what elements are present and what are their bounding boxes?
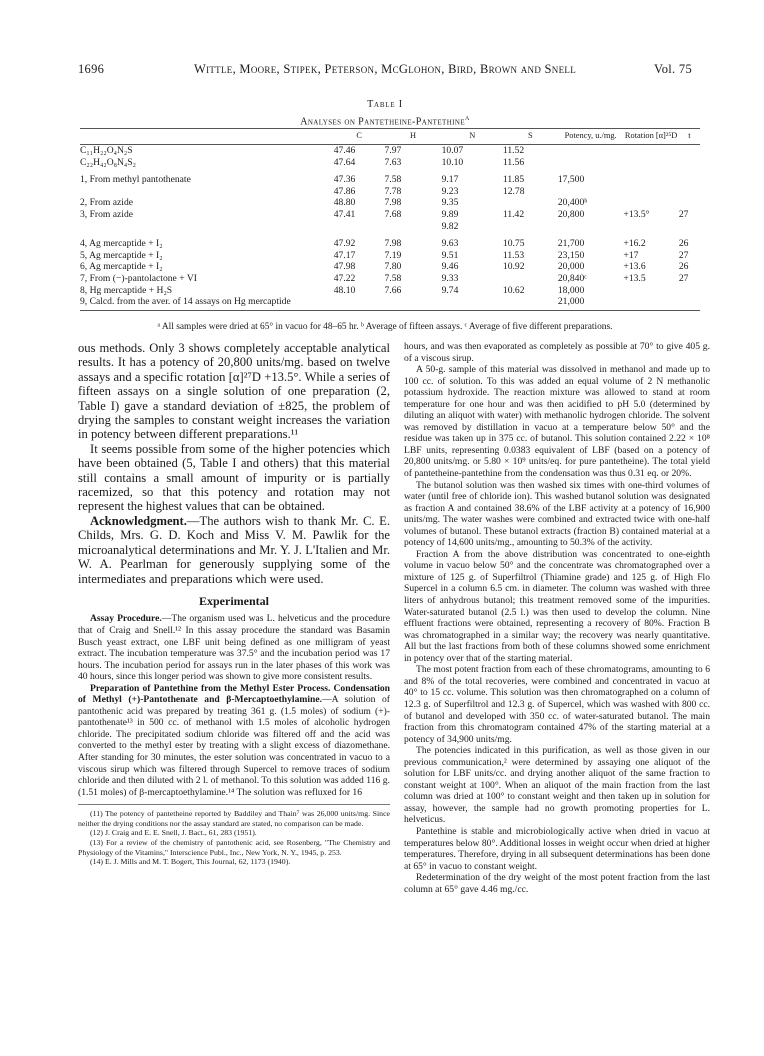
cell-s: 11.42	[502, 208, 525, 220]
cell-s: 10.92	[502, 261, 525, 273]
reference: (14) E. J. Mills and M. T. Bogert, This Journal, 62, 1173 (1940).	[90, 857, 291, 867]
cell-t: 27	[678, 249, 689, 261]
paragraph: Redetermination of the dry weight of the most potent fraction from the last column at 65° gave 4.46 mg./cc.	[404, 872, 710, 895]
row-label: C₁₁H₂₂O₄N₂S	[80, 145, 133, 156]
cell-t	[679, 157, 700, 169]
paragraph: It seems possible from some of the higher potencies which have been obtained (5, Table I and others) that this material still contains a small amount of impurity or is partially racemized, so that this potency and rotation may not represent the highest values that can be obtained.	[78, 441, 390, 514]
cell-t	[679, 197, 700, 209]
cell-r	[623, 145, 678, 157]
cell-c: 47.98	[333, 261, 356, 273]
cell-n: 9.63	[441, 238, 459, 250]
cell-c: 48.80	[333, 197, 356, 209]
table-row	[80, 186, 700, 198]
cell-c: 47.17	[333, 249, 356, 261]
cell-c	[334, 221, 385, 233]
paragraph: A 50-g. sample of this material was dissolved in methanol and made up to 100 cc. of solution. To this was added an equal volume of 2 N methanolic potassium hydroxide. The reaction mixture was allowed to stand at room temperature for one hour and was then acidified to pH 5.0 (determined by diluting an aliquot with water) with methanolic hydrogen chloride. The solvent was removed by distillation in vacuo at a temperature below 50° and the residue was taken up in 375 cc. of butanol. This solution contained 2.22 × 10⁸ LBF units, representing 0.0383 equivalent of LBF (based on a potency of 20,800 units/mg. or 5.80 × 10⁹ units/eq. for pure pantetheine). The total yield of pantetheine-pantethine from the condensation was thus 0.31 eq. or 20%.	[404, 364, 710, 480]
table-footnotes: ᵃ All samples were dried at 65° in vacuo for 48–65 hr. ᵇ Average of fifteen assays. ᶜ Average of five different preparations.	[157, 322, 613, 332]
cell-h	[385, 296, 442, 310]
cell-r	[623, 296, 678, 310]
cell-c: 47.92	[333, 238, 356, 250]
cell-c: 48.10	[333, 284, 356, 296]
cell-p: 21,000	[558, 296, 624, 310]
row-label: 9, Calcd. from the aver. of 14 assays on Hg mercaptide	[80, 296, 334, 310]
cell-s: 11.85	[502, 174, 525, 186]
footnote-references	[78, 804, 390, 867]
cell-p: 18,000	[557, 284, 585, 296]
table-row	[80, 250, 700, 262]
row-label	[80, 221, 334, 233]
analysis-table	[80, 128, 700, 311]
col-header-rotation: Rotation [α]²⁵D	[623, 129, 678, 145]
cell-c	[334, 296, 385, 310]
cell-t	[679, 221, 700, 233]
cell-h: 7.19	[384, 249, 402, 261]
cell-s: 11.53	[502, 249, 525, 261]
page-number: 1696	[78, 62, 105, 76]
cell-t: 26	[678, 261, 689, 273]
table-row	[80, 273, 700, 285]
cell-n: 9.51	[441, 249, 459, 261]
col-header-h: H	[385, 129, 442, 145]
cell-n: 9.33	[441, 272, 459, 284]
row-label: C₂₂H₄₂O₈N₄S₂	[80, 156, 136, 168]
cell-r	[623, 221, 678, 233]
cell-h: 7.68	[384, 208, 402, 220]
cell-r	[623, 168, 678, 186]
reference: (13) For a review of the chemistry of pantothenic acid, see Rosenberg, "The Chemistry and Physiology of the Vitamins," Interscience Publ., Inc., New York, N. Y., 1945, p. 253.	[78, 837, 390, 857]
cell-n: 9.46	[441, 261, 459, 273]
cell-t	[679, 186, 700, 198]
table-row	[80, 168, 700, 186]
cell-r	[623, 285, 678, 297]
cell-p	[558, 186, 624, 198]
table-row	[80, 261, 700, 273]
row-label: 7, From (−)-pantolactone + VI	[80, 272, 197, 284]
running-authors: Wittle, Moore, Stipek, Peterson, McGlohon, Bird, Brown and Snell	[193, 62, 576, 76]
cell-s: 12.78	[502, 185, 525, 197]
running-header	[78, 62, 692, 78]
cell-h: 7.66	[384, 284, 402, 296]
cell-n: 9.23	[441, 185, 459, 197]
table-row	[80, 209, 700, 221]
cell-t	[679, 296, 700, 310]
cell-r	[623, 157, 678, 169]
cell-p: 20,800	[557, 208, 585, 220]
cell-r: +16.2	[623, 238, 646, 250]
cell-c: 47.36	[333, 174, 356, 186]
row-label: 1, From methyl pantothenate	[80, 174, 191, 186]
cell-p: 20,840ᶜ	[557, 272, 587, 284]
cell-p: 23,150	[557, 249, 585, 261]
row-label: 6, Ag mercaptide + I₂	[80, 261, 163, 273]
table-row	[80, 145, 700, 157]
paragraph: Preparation of Pantethine from the Methyl Ester Process. Condensation of Methyl (+)-Pantothenate and β-Mercaptoethylamine.—A solution of pantothenic acid was prepared by treating 361 g. (1.5 moles) of sodium (+)-pantothenate¹³ in 500 cc. of methanol with 1.5 moles of alcoholic hydrogen chloride. The precipitated sodium chloride was filtered off and the acid was converted to the methyl ester by treating with a slight excess of diazomethane. After standing for 30 minutes, the ester solution was concentrated in vacuo to a viscous sirup which was filtered through Supercel to remove traces of sodium chloride and then diluted with 2 l. of methanol. To this solution was added 116 g. (1.51 moles) of β-mercaptoethylamine.¹⁴ The solution was refluxed for 16	[78, 682, 390, 798]
table-caption: Table I	[367, 99, 403, 110]
cell-h	[385, 221, 442, 233]
cell-t	[679, 285, 700, 297]
col-header-n: N	[442, 129, 503, 145]
paragraph: The most potent fraction from each of these chromatograms, amounting to 6 and 8% of the total recoveries, were combined and concentrated in vacuo at 40° to 15 cc. volume. This solution was then chromatographed on a column of 12.3 g. of Superfiltrol and 12.3 g. of Supercel, which was washed with 800 cc. of butanol and developed with 350 cc. of water-saturated butanol. The main fraction from this chromatogram contained 47% of the starting material at a potency of 34,900 units/mg.	[404, 664, 710, 745]
volume-label: Vol. 75	[654, 62, 692, 76]
section-heading: Experimental	[199, 593, 269, 608]
cell-h: 7.63	[384, 156, 402, 168]
cell-s	[503, 221, 558, 233]
cell-n: 9.89	[441, 208, 459, 220]
cell-s	[503, 273, 558, 285]
row-label	[80, 186, 334, 198]
col-header-label	[80, 129, 334, 145]
row-label: 4, Ag mercaptide + I₂	[80, 238, 163, 250]
cell-n: 10.10	[441, 156, 464, 168]
cell-c: 47.41	[333, 208, 356, 220]
cell-n: 9.74	[441, 284, 459, 296]
row-label: 3, From azide	[80, 208, 134, 220]
row-label: 5, Ag mercaptide + I₂	[80, 249, 163, 261]
cell-s: 11.56	[502, 156, 525, 168]
paragraph: Acknowledgment.—The authors wish to thank Mr. C. E. Childs, Mrs. G. D. Koch and Miss V. M. Pawlik for the microanalytical determinations and Mr. Y. J. L'Italien and Mr. W. A. Pearlman for generously supplying some of the intermediates and preparations which were used.	[78, 513, 390, 586]
cell-r: +13.6	[623, 261, 646, 273]
table-row	[80, 157, 700, 169]
col-header-t: t	[679, 129, 700, 145]
paragraph: The butanol solution was then washed six times with one-third volumes of water (until free of chloride ion). This washed butanol solution was designated as fraction A and contained 38.6% of the LBF activity at a potency of 16,900 units/mg. The water washes were combined and extracted twice with one-half volumes of butanol. These butanol extracts (fraction B) contained material at a potency of 14,600 units/mg., amounting to 50.3% of the activity.	[404, 479, 710, 549]
cell-h: 7.80	[384, 261, 402, 273]
cell-n: 9.17	[441, 174, 459, 186]
cell-r	[623, 197, 678, 209]
cell-p	[558, 157, 624, 169]
cell-p: 20,400ᵇ	[557, 197, 588, 209]
cell-r: +17	[623, 249, 639, 261]
cell-t: 27	[678, 208, 689, 220]
cell-s: 10.75	[502, 238, 525, 250]
cell-c: 47.86	[333, 185, 356, 197]
table-row	[80, 197, 700, 209]
cell-h: 7.78	[384, 185, 402, 197]
cell-n: 10.07	[441, 145, 464, 156]
cell-p: 21,700	[557, 238, 585, 250]
reference: (12) J. Craig and E. E. Snell, J. Bact., 61, 283 (1951).	[90, 828, 257, 838]
left-column	[78, 341, 390, 867]
row-label: 2, From azide	[80, 197, 134, 209]
col-header-s: S	[503, 129, 558, 145]
cell-s: 10.62	[502, 284, 525, 296]
table-row	[80, 232, 700, 250]
cell-p: 17,500	[557, 174, 585, 186]
cell-h: 7.98	[384, 197, 402, 209]
cell-r	[623, 186, 678, 198]
table-row	[80, 296, 700, 310]
cell-r: +13.5°	[623, 208, 650, 220]
cell-c: 47.22	[333, 272, 356, 284]
cell-p	[558, 221, 624, 233]
col-header-c: C	[334, 129, 385, 145]
cell-r: +13.5	[623, 272, 646, 284]
cell-n	[442, 296, 503, 310]
cell-n: 9.35	[441, 197, 459, 209]
cell-p	[558, 145, 624, 157]
cell-h: 7.98	[384, 238, 402, 250]
cell-t: 26	[678, 238, 689, 250]
cell-s	[503, 197, 558, 209]
cell-t	[679, 168, 700, 186]
paragraph: The potencies indicated in this purification, as well as those given in our previous communication,² were determined by assaying one aliquot of the solution for LBF units/cc. and drying another aliquot of the same fraction to constant weight at 100°. When an aliquot of the main fraction from the last column was dried at 100° to constant weight and then taken up in solution for assay, however, the sample had no growth promoting properties for L. helveticus.	[404, 745, 710, 826]
paragraph: Assay Procedure.—The organism used was L. helveticus and the procedure that of Craig and Snell.¹² In this assay procedure the standard was Basamin Busch yeast extract, one LBF unit being defined as one milligram of yeast extract. The incubation temperature was 37.5° and the incubation period was 17 hours. The incubation period for assays run in the later phases of this work was 40 hours, since this longer period was shown to give more consistent results.	[78, 613, 391, 683]
cell-h: 7.97	[384, 145, 402, 156]
right-column	[404, 341, 710, 895]
table-row	[80, 285, 700, 297]
paragraph: ous methods. Only 3 shows completely acceptable analytical results. It has a potency of 20,800 units/mg. based on twelve assays and a specific rotation [α]²⁷D +13.5°. While a series of fifteen assays on a single solution of one preparation (2, Table I) gave a standard deviation of ±825, the problem of drying the samples to constant weight increases the variation in potency between different preparations.¹¹	[78, 341, 390, 442]
cell-s: 11.52	[502, 145, 525, 156]
reference: (11) The potency of pantetheine reported by Baddiley and Thain⁷ was 26,000 units/mg. Since neither the drying conditions nor the assay standard are stated, no comparison can be made.	[78, 809, 390, 828]
cell-t: 27	[678, 272, 689, 284]
paragraph: Pantethine is stable and microbiologically active when dried in vacuo at temperatures below 80°. Additional losses in weight occur when dried at higher temperatures. Therefore, drying in all subsequent determinations has been done at 65° in vacuo to constant weight.	[404, 825, 710, 872]
cell-s	[503, 296, 558, 310]
cell-c: 47.46	[333, 145, 356, 156]
cell-n: 9.82	[441, 220, 459, 232]
cell-h: 7.58	[384, 174, 402, 186]
table-title: Analyses on Pantetheine-Pantethine$^a$	[300, 113, 470, 128]
col-header-potency: Potency, u./mg.	[558, 129, 624, 145]
paragraph: hours, and was then evaporated as completely as possible at 70° to give 405 g. of a viscous sirup.	[404, 341, 710, 364]
cell-h: 7.58	[384, 272, 402, 284]
table-row	[80, 221, 700, 233]
paragraph: Fraction A from the above distribution was concentrated to one-eighth volume in vacuo below 50° and the concentrate was chromatographed over a mixture of 125 g. of Superfiltrol (Thiamine grade) and 125 g. of High Flo Supercel in a column 6.5 cm. in diameter. The column was washed with three liters of anhydrous butanol; this treatment removed some of the impurities. Water-saturated butanol (2.5 l.) was then used to develop the column. Nine effluent fractions were obtained, representing a recovery of 80%. Fraction B was chromatographed in a similar way; the recovery was nearly quantitative. All but the last fractions from both of these columns showed some enrichment in potency over that of the starting material.	[404, 548, 710, 664]
cell-p: 20,000	[557, 261, 585, 273]
cell-t	[679, 145, 700, 157]
row-label: 8, Hg mercaptide + H₂S	[80, 284, 173, 296]
cell-c: 47.64	[333, 156, 356, 168]
